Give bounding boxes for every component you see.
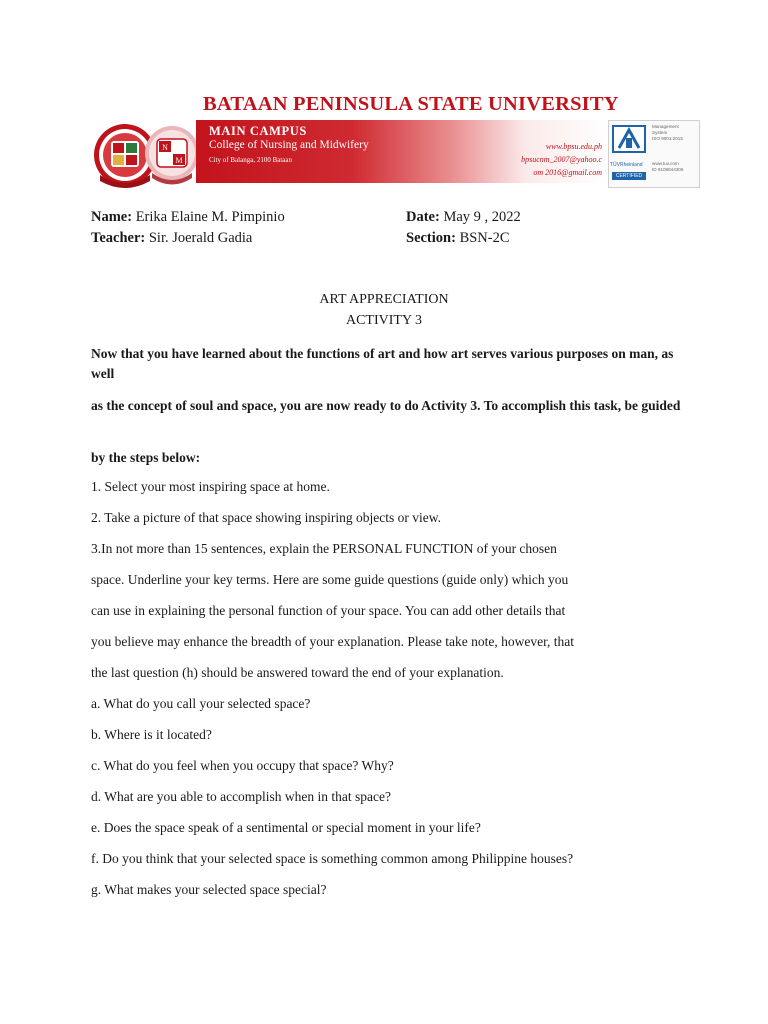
university-name: BATAAN PENINSULA STATE UNIVERSITY <box>203 93 619 115</box>
student-name: Name: Erika Elaine M. Pimpinio <box>91 209 285 225</box>
email-line-2: om 2016@gmail.com <box>533 168 602 177</box>
guide-question: g. What makes your selected space special? <box>91 882 327 897</box>
tuv-logo-icon <box>611 124 647 162</box>
city-address: City of Balanga, 2100 Bataan <box>209 156 293 164</box>
nursing-seal-icon <box>145 126 198 185</box>
guide-question: d. What are you able to accomplish when in that space? <box>91 789 392 804</box>
step-line: the last question (h) should be answered toward the end of your explanation. <box>91 665 504 680</box>
svg-text:M: M <box>175 156 183 165</box>
cert-details: Management System ISO 9001:2015 www.tuv.com ID 9108644306 <box>652 124 684 172</box>
svg-text:N: N <box>162 143 168 152</box>
step-line: 1. Select your most inspiring space at home. <box>91 479 330 494</box>
campus-name: MAIN CAMPUS <box>209 124 307 138</box>
step-line: 2. Take a picture of that space showing inspiring objects or view. <box>91 510 441 525</box>
guide-question: c. What do you feel when you occupy that space? Why? <box>91 758 394 773</box>
step-line: can use in explaining the personal function of your space. You can add other details that <box>91 603 566 618</box>
guide-question: b. Where is it located? <box>91 727 212 742</box>
step-line: 3.In not more than 15 sentences, explain the PERSONAL FUNCTION of your chosen <box>91 541 557 556</box>
section-field: Section: BSN-2C <box>406 230 510 246</box>
instruction-paragraph-2: as the concept of soul and space, you are now ready to do Activity 3. To accomplish this task, be guided <box>91 398 681 413</box>
certified-badge: CERTIFIED <box>612 172 646 180</box>
website: www.bpsu.edu.ph <box>545 142 602 151</box>
guide-question: f. Do you think that your selected space is something common among Philippine houses? <box>91 851 574 866</box>
step-line: you believe may enhance the breadth of your explanation. Please take note, however, that <box>91 634 575 649</box>
email-line-1: bpsucnm_2007@yahoo.c <box>521 155 602 164</box>
instruction-paragraph-1: Now that you have learned about the functions of art and how art serves various purposes on man, as well <box>91 346 674 381</box>
guide-question: a. What do you call your selected space? <box>91 696 311 711</box>
guide-question: e. Does the space speak of a sentimental or special moment in your life? <box>91 820 481 835</box>
instruction-paragraph-3: by the steps below: <box>91 450 201 465</box>
college-name: College of Nursing and Midwifery <box>209 139 369 151</box>
teacher-name: Teacher: Sir. Joerald Gadia <box>91 230 253 246</box>
step-line: space. Underline your key terms. Here are some guide questions (guide only) which you <box>91 572 569 587</box>
document-subtitle: ACTIVITY 3 <box>345 313 423 328</box>
date-field: Date: May 9 , 2022 <box>406 209 521 225</box>
university-seal-logos <box>92 115 198 193</box>
cert-brand: TÜVRheinland <box>610 162 643 168</box>
document-title: ART APPRECIATION <box>319 292 449 307</box>
